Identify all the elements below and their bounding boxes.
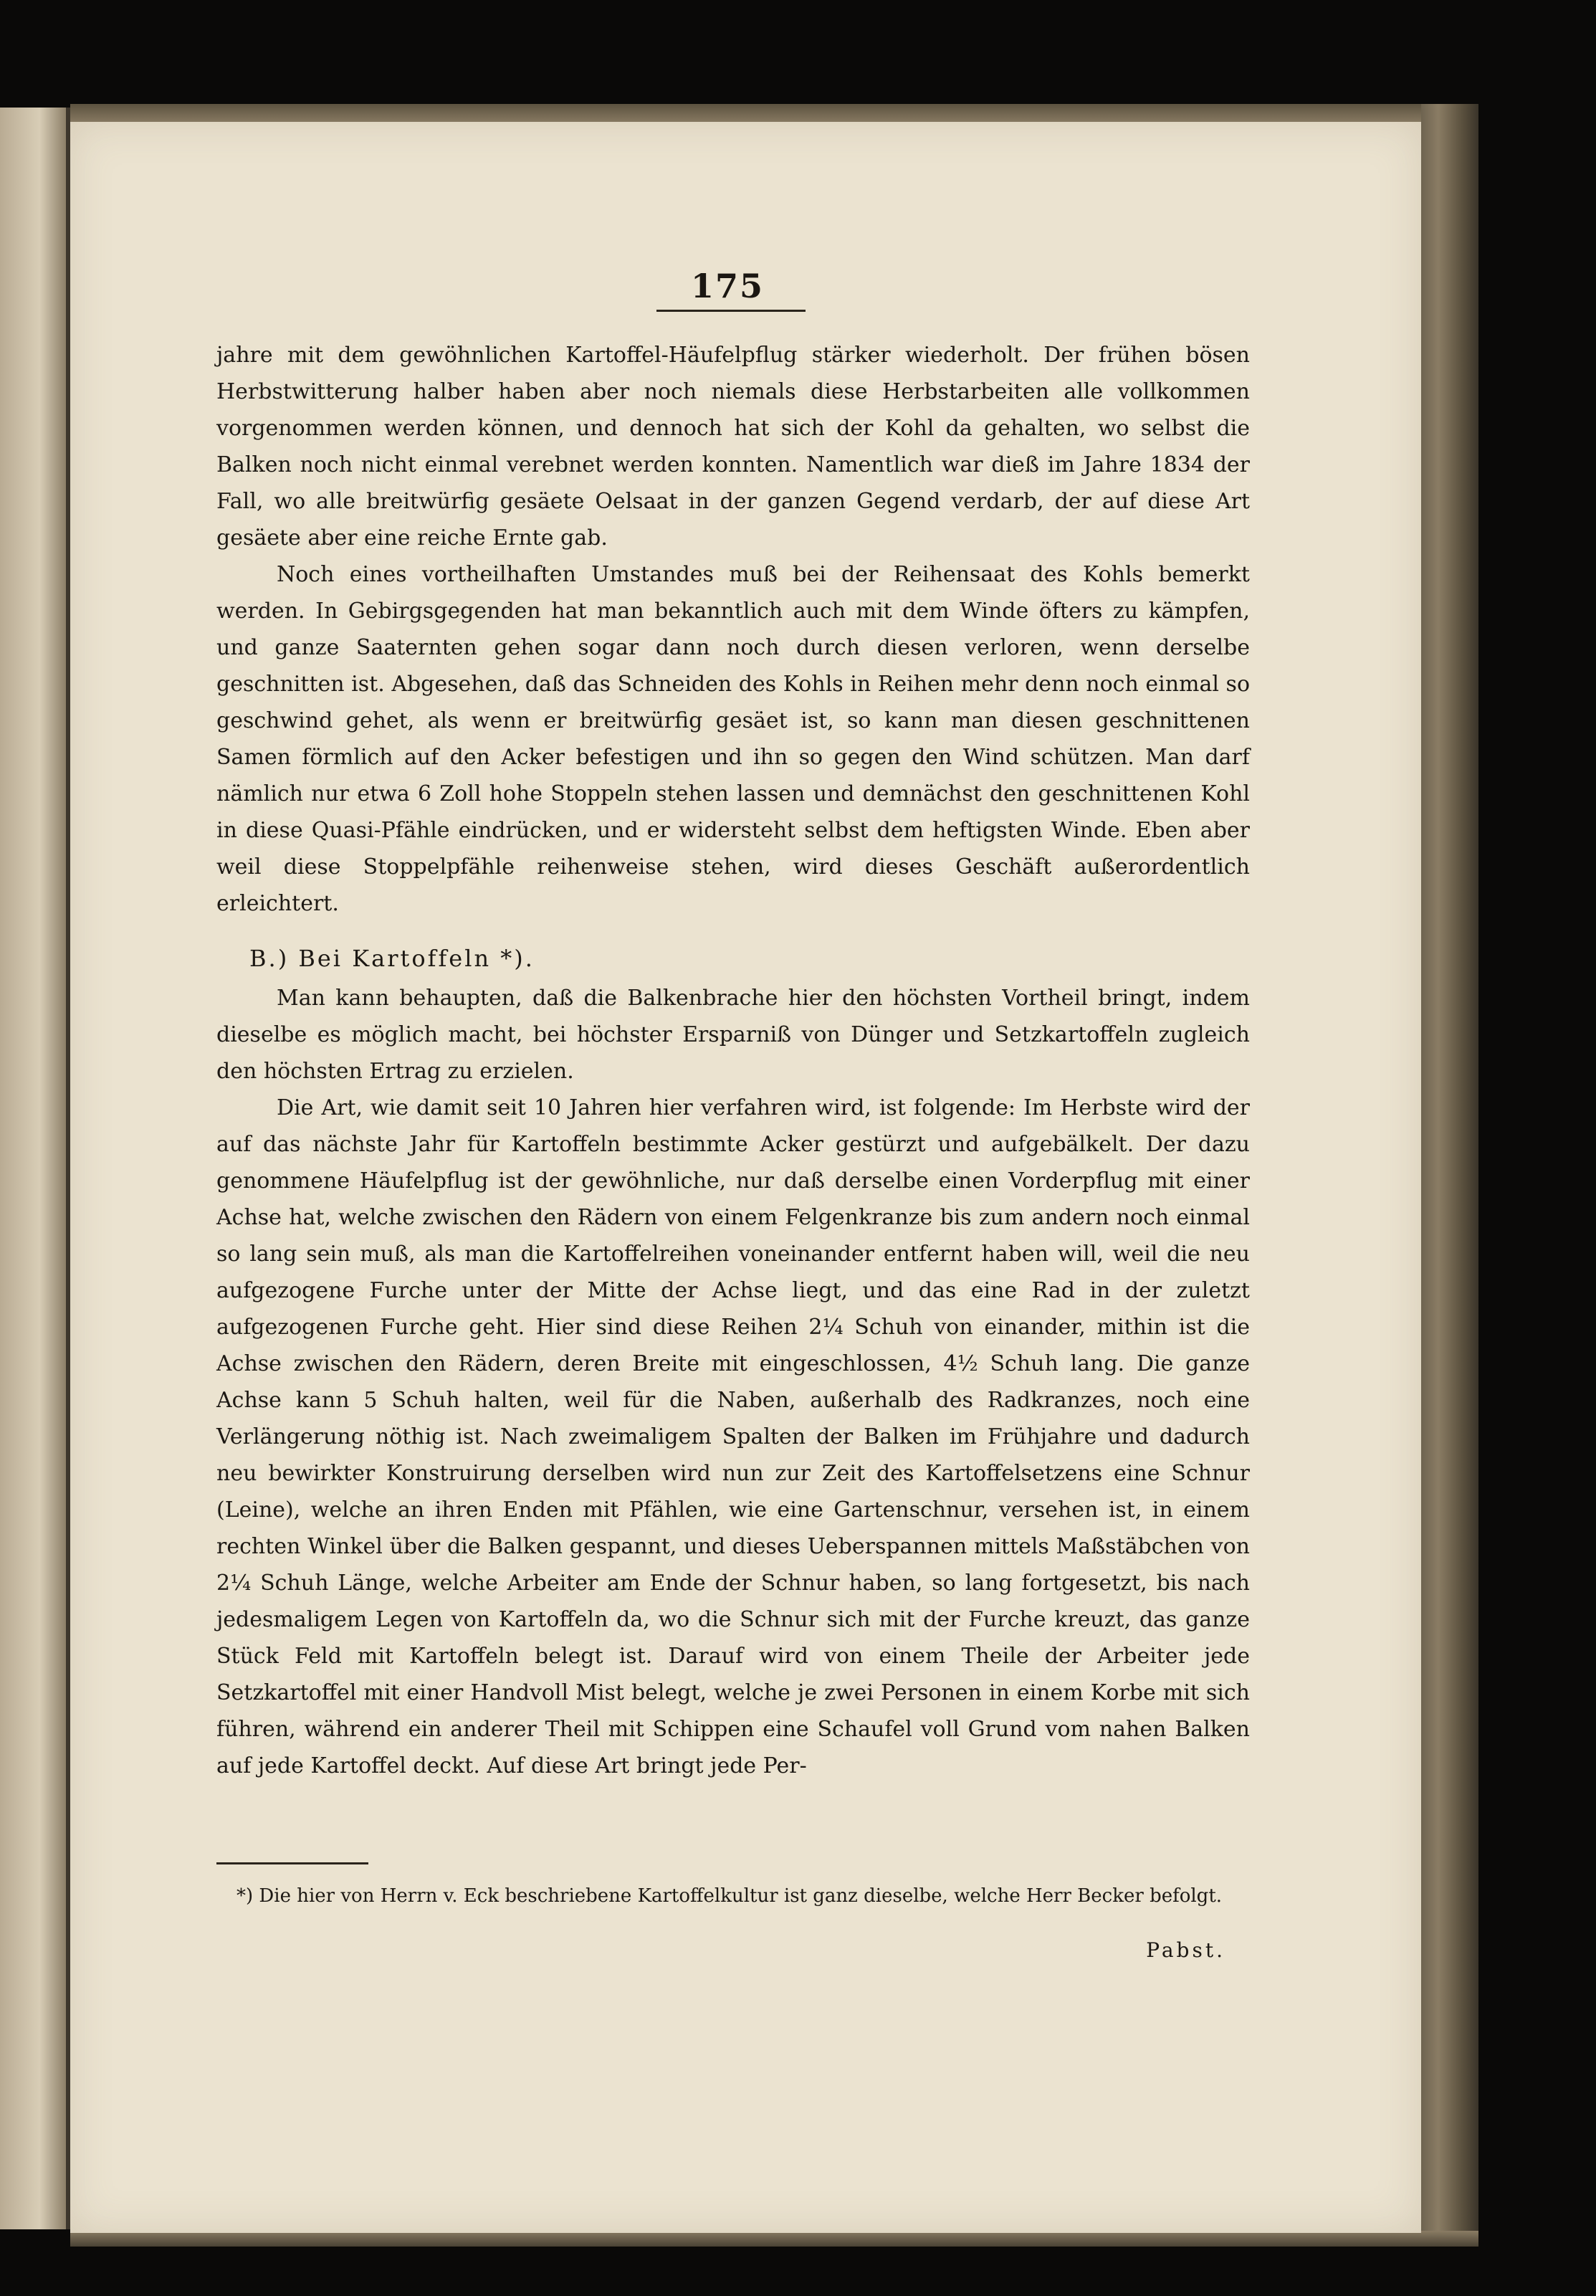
- paragraph: Man kann behaupten, daß die Balkenbrache hier den höchsten Vortheil bringt, indem dieselbe es möglich macht, bei höchster Ersparniß von Dünger und Setzkartoffeln zugleich den höchsten Ertrag zu erzielen.: [216, 986, 1250, 1084]
- footnote: *) Die hier von Herrn v. Eck beschriebene Kartoffelkultur ist ganz dieselbe, welche Herr Becker befolgt.: [236, 1885, 1223, 1907]
- facing-page-edge: [0, 108, 66, 2229]
- cover-edge-right: [1421, 104, 1478, 2244]
- section-heading: B.) Bei Kartoffeln *).: [249, 945, 535, 972]
- paragraph-continuation: jahre mit dem gewöhnlichen Kartoffel-Häufelpflug stärker wiederholt. Der frühen bösen Herbstwitterung halber haben aber noch niemals diese Herbstarbeiten alle vollkommen vorgenommen werden können, und dennoch hat sich der Kohl da gehalten, wo selbst die Balken noch nicht einmal verebnet werden konnten. Namentlich war dieß im Jahre 1834 der Fall, wo alle breitwürfig gesäete Oelsaat in der ganzen Gegend verdarb, der auf diese Art gesäete aber eine reiche Ernte gab.: [216, 343, 1250, 551]
- page-body: [216, 337, 1250, 1784]
- cover-edge-top: [70, 104, 1478, 124]
- footnote-signature: Pabst.: [1146, 1938, 1225, 1962]
- header-rule: [656, 310, 806, 312]
- paragraph: Noch eines vortheilhaften Umstandes muß bei der Reihensaat des Kohls bemerkt werden. In Gebirgsgegenden hat man bekanntlich auch mit dem Winde öfters zu kämpfen, und ganze Saaternten gehen sogar dann noch durch diesen verloren, wenn derselbe geschnitten ist. Abgesehen, daß das Schneiden des Kohls in Reihen mehr denn noch einmal so geschwind gehet, als wenn er breitwürfig gesäet ist, so kann man diesen geschnittenen Samen förmlich auf den Acker befestigen und ihn so gegen den Wind schützen. Man darf nämlich nur etwa 6 Zoll hohe Stoppeln stehen lassen und demnächst den geschnittenen Kohl in diese Quasi-Pfähle eindrücken, und er widersteht selbst dem heftigsten Winde. Eben aber weil diese Stoppelpfähle reihenweise stehen, wird dieses Geschäft außerordentlich erleichtert.: [216, 562, 1250, 916]
- footnote-rule: [216, 1862, 368, 1864]
- page-number: 175: [690, 267, 765, 305]
- cover-edge-bottom: [70, 2231, 1478, 2247]
- paragraph: Die Art, wie damit seit 10 Jahren hier verfahren wird, ist folgende: Im Herbste wird der auf das nächste Jahr für Kartoffeln bestimmte Acker gestürzt und aufgebälkelt. Der dazu genommene Häufelpflug ist der gewöhnliche, nur daß derselbe einen Vorderpflug mit einer Achse hat, welche zwischen den Rädern von einem Felgenkranze bis zum andern noch einmal so lang sein muß, als man die Kartoffelreihen voneinander entfernt haben will, weil die neu aufgezogene Furche unter der Mitte der Achse liegt, und das eine Rad in der zuletzt aufgezogenen Furche geht. Hier sind diese Reihen 2¼ Schuh von einander, mithin ist die Achse zwischen den Rädern, deren Breite mit eingeschlossen, 4½ Schuh lang. Die ganze Achse kann 5 Schuh halten, weil für die Naben, außerhalb des Radkranzes, noch eine Verlängerung nöthig ist. Nach zweimaligem Spalten der Balken im Frühjahre und dadurch neu bewirkter Konstruirung derselben wird nun zur Zeit des Kartoffelsetzens eine Schnur (Leine), welche an ihren Enden mit Pfählen, wie eine Gartenschnur, versehen ist, in einem rechten Winkel über die Balken gespannt, und dieses Ueberspannen mittels Maßstäbchen von 2¼ Schuh Länge, welche Arbeiter am Ende der Schnur haben, so lang fortgesetzt, bis nach jedesmaligem Legen von Kartoffeln da, wo die Schnur sich mit der Furche kreuzt, das ganze Stück Feld mit Kartoffeln belegt ist. Darauf wird von einem Theile der Arbeiter jede Setzkartoffel mit einer Handvoll Mist belegt, welche je zwei Personen in einem Korbe mit sich führen, während ein anderer Theil mit Schippen eine Schaufel voll Grund vom nahen Balken auf jede Kartoffel deckt. Auf diese Art bringt jede Per-: [216, 1095, 1250, 1778]
